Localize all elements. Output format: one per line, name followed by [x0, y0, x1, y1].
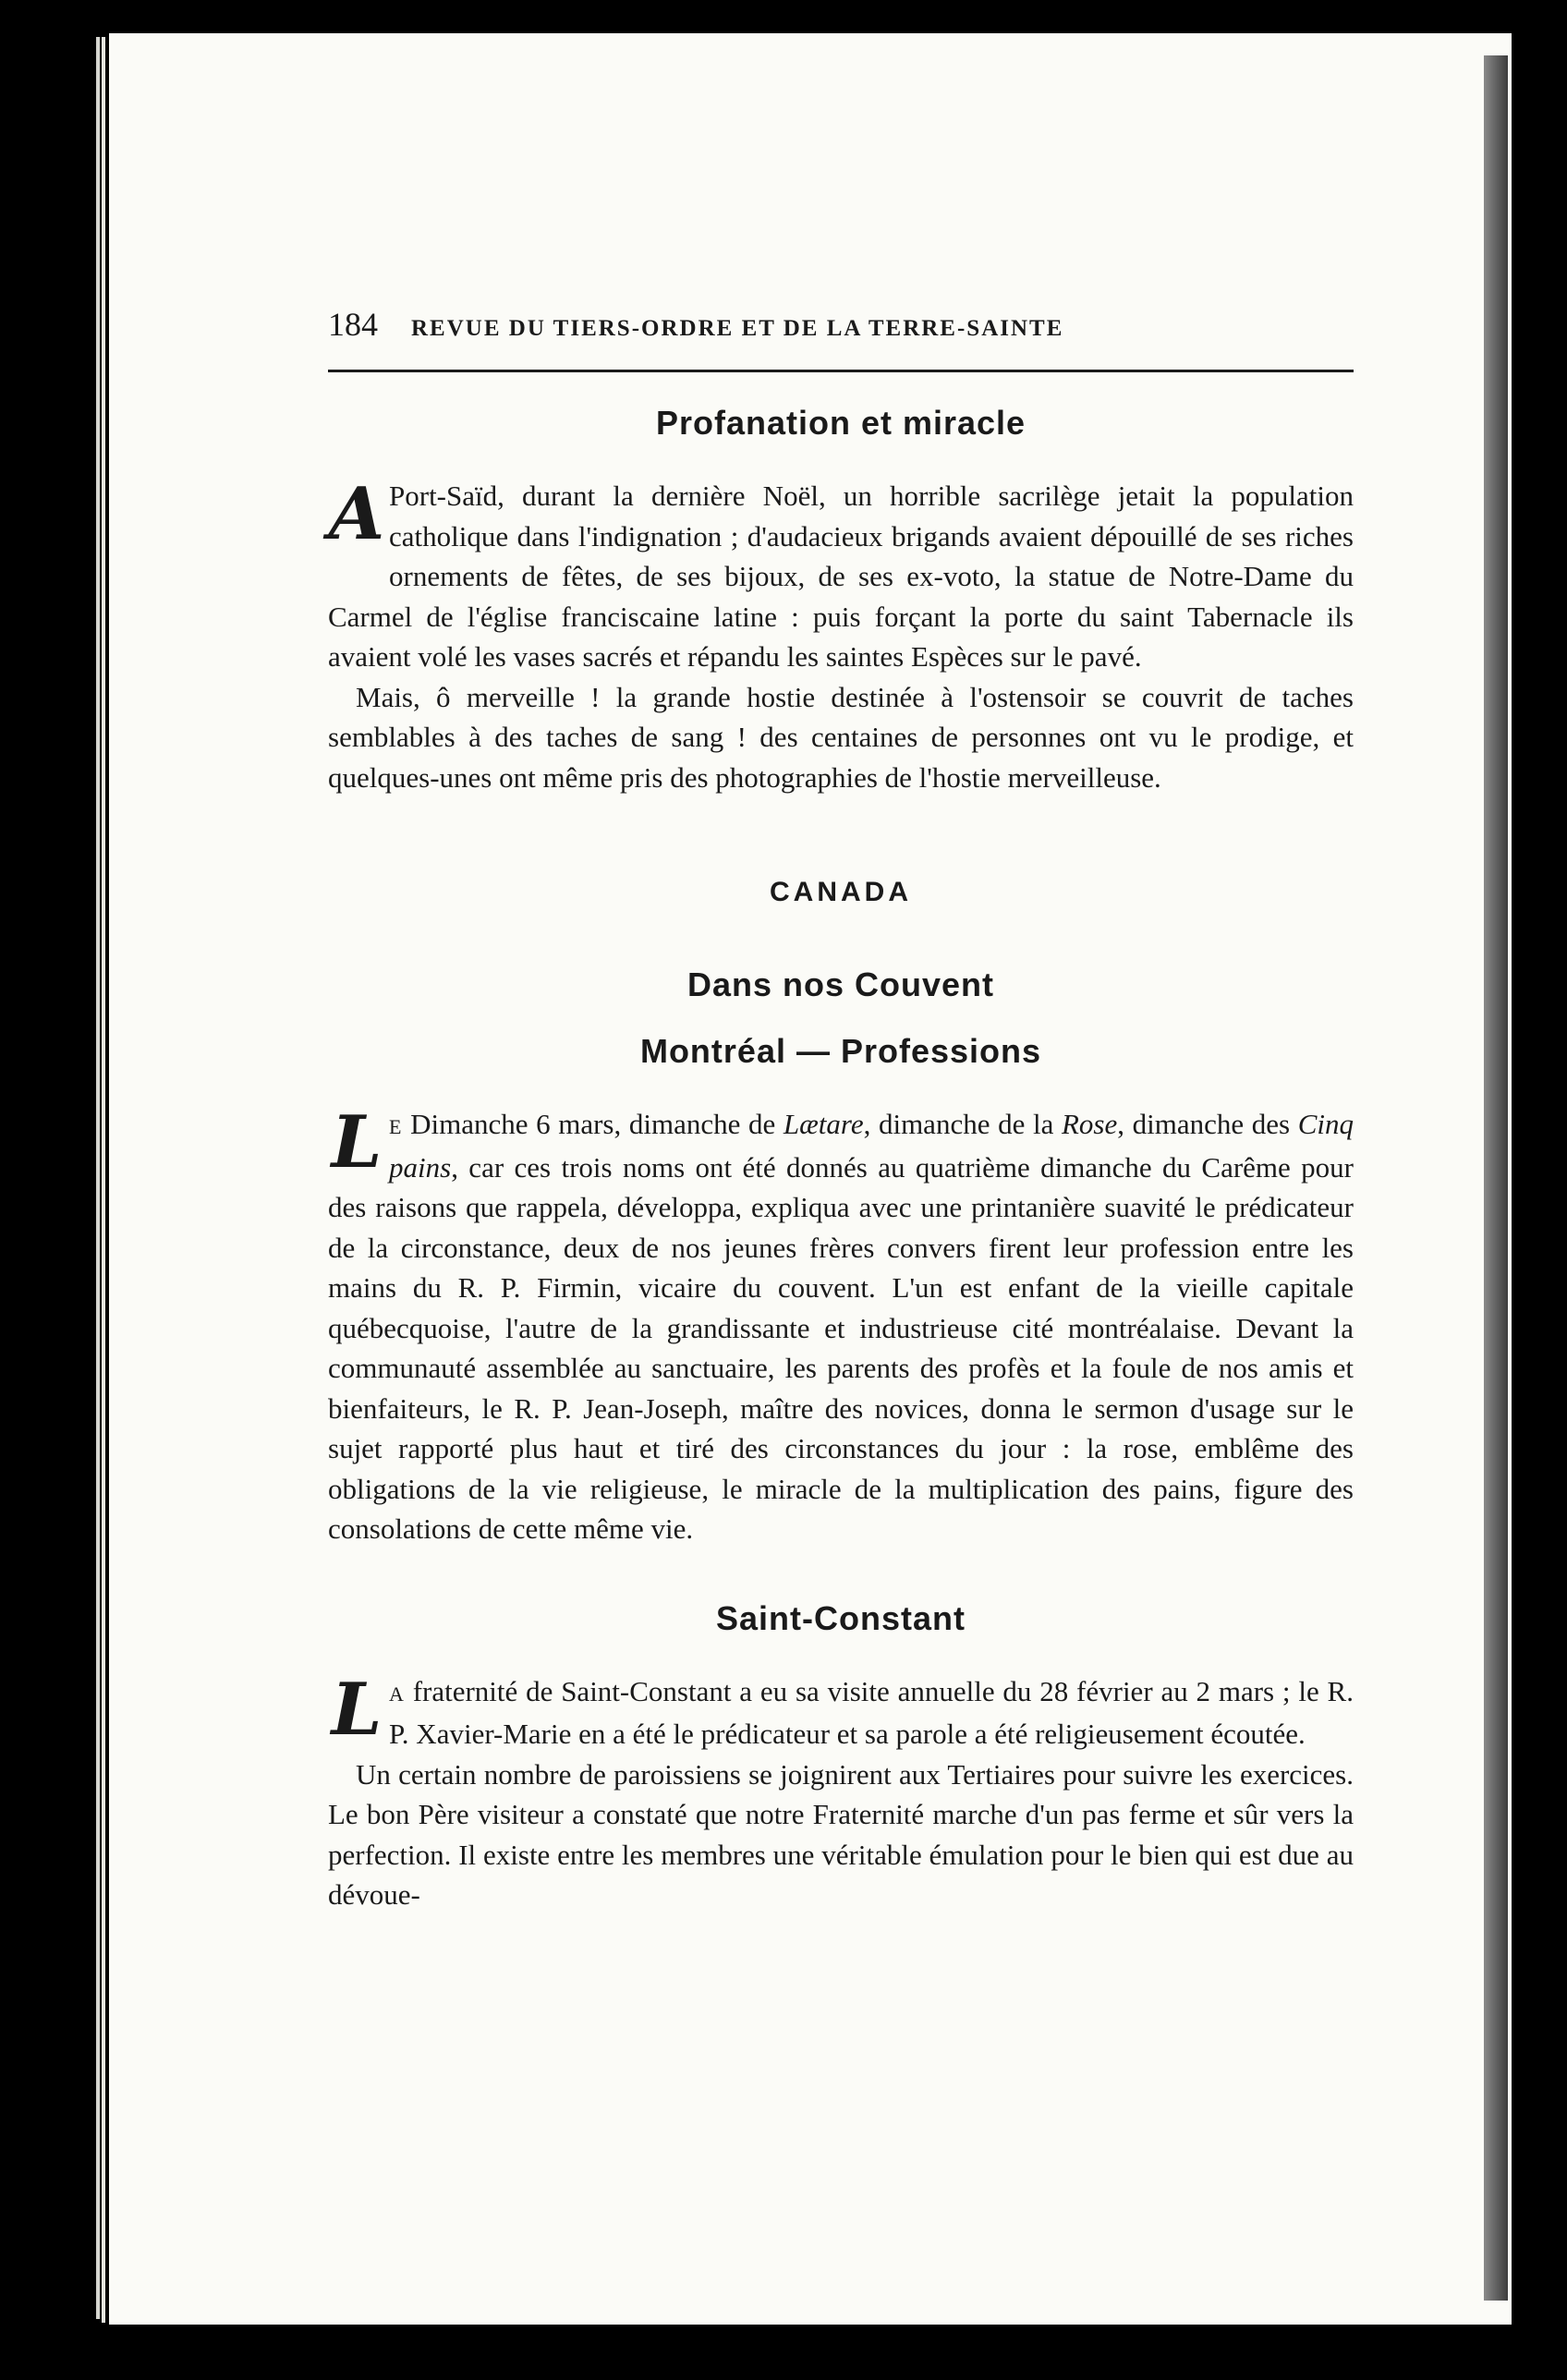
paragraph-paroissiens: Un certain nombre de paroissiens se joignirent aux Tertiaires pour suivre les exercices. Le bon Père visiteur a constaté que notre Fraternité marche d'un pas ferme et sûr vers la perfection. Il existe entre les membres une véritable émulation pour le bien qui est due au dévoue-: [328, 1757, 1354, 1911]
italic-cinq-pains: Cinq pains: [389, 1108, 1354, 1184]
paragraph-port-said: [328, 472, 1354, 677]
paragraph-text: fraternité de Saint-Constant a eu sa visite annuelle du 28 février au 2 mars ; le R. P. Xavier-Marie en a été le prédicateur et sa parole a été religieusement écoutée.: [389, 1674, 1354, 1750]
page-edge: [102, 37, 105, 2323]
subsection-title-montreal: Montréal — Professions: [639, 1032, 1042, 1070]
running-title: REVUE DU TIERS-ORDRE ET DE LA TERRE-SAINTE: [411, 316, 1064, 341]
paragraph-fraternite: [328, 1667, 1354, 1755]
paragraph-montreal: [328, 1100, 1354, 1549]
drop-cap-initial: L: [331, 1667, 383, 1752]
running-head: [328, 305, 1354, 349]
book-binding-shadow: [1484, 55, 1508, 2301]
section-title-profanation: Profanation et miracle: [655, 404, 1026, 442]
section-title-couvent: Dans nos Couvent: [686, 965, 995, 1003]
paragraph-text: , dimanche de la: [863, 1108, 1062, 1140]
initial-continuation: E: [389, 1115, 403, 1138]
drop-cap-initial: L: [331, 1100, 383, 1184]
paragraph-merveille: Mais, ô merveille ! la grande hostie destinée à l'ostensoir se couvrit de taches semblables à des taches de sang ! des centaines de personnes ont vu le prodige, et quelques-unes ont même pris des photographies de l'hostie merveilleuse.: [328, 680, 1354, 794]
italic-laetare: Lætare: [783, 1108, 864, 1140]
page-number: 184: [328, 306, 378, 343]
paragraph-text: , car ces trois noms ont été donnés au quatrième dimanche du Carême pour des raisons que rappela, développa, expliqua avec une printanière suavité le prédicateur de la circonstance, deux de nos jeunes frères convers firent leur profession entre les mains du R. P. Firmin, vicaire du couvent. L'un est enfant de la vieille capitale québecquoise, l'autre de la grandissante et industrieuse cité montréalaise. Devant la communauté assemblée au sanctuaire, les parents des profès et la foule de nos amis et bienfaiteurs, le R. P. Jean-Joseph, maître des novices, donna le sermon d'usage sur le sujet rapporté plus haut et tiré des circonstances du jour : la rose, emblême des obligations de la vie religieuse, le miracle de la multiplication des pains, figure des consolations de cette même vie.: [328, 1150, 1354, 1545]
section-title-saint-constant: Saint-Constant: [716, 1598, 966, 1637]
paragraph-text: Port-Saïd, durant la dernière Noël, un horrible sacrilège jetait la population catholique dans l'indignation ; d'audacieux brigands avaient dépouillé de ses riches ornements de fêtes, de ses bijoux, de ses ex-voto, la statue de Notre-Dame du Carmel de l'église franciscaine latine : puis forçant la porte du saint Tabernacle ils avaient volé les vases sacrés et répandu les saintes Espèces sur le pavé.: [328, 480, 1354, 673]
header-rule: [328, 370, 1354, 372]
italic-rose: Rose: [1061, 1108, 1118, 1140]
page-content: [328, 305, 1354, 1915]
drop-cap-initial: A: [328, 472, 385, 556]
paragraph-text: , dimanche des: [1117, 1108, 1298, 1140]
initial-continuation: A: [389, 1682, 405, 1706]
page-edge: [96, 37, 100, 2319]
paragraph-text: Dimanche 6 mars, dimanche de: [402, 1108, 784, 1140]
country-heading: CANADA: [770, 877, 912, 907]
